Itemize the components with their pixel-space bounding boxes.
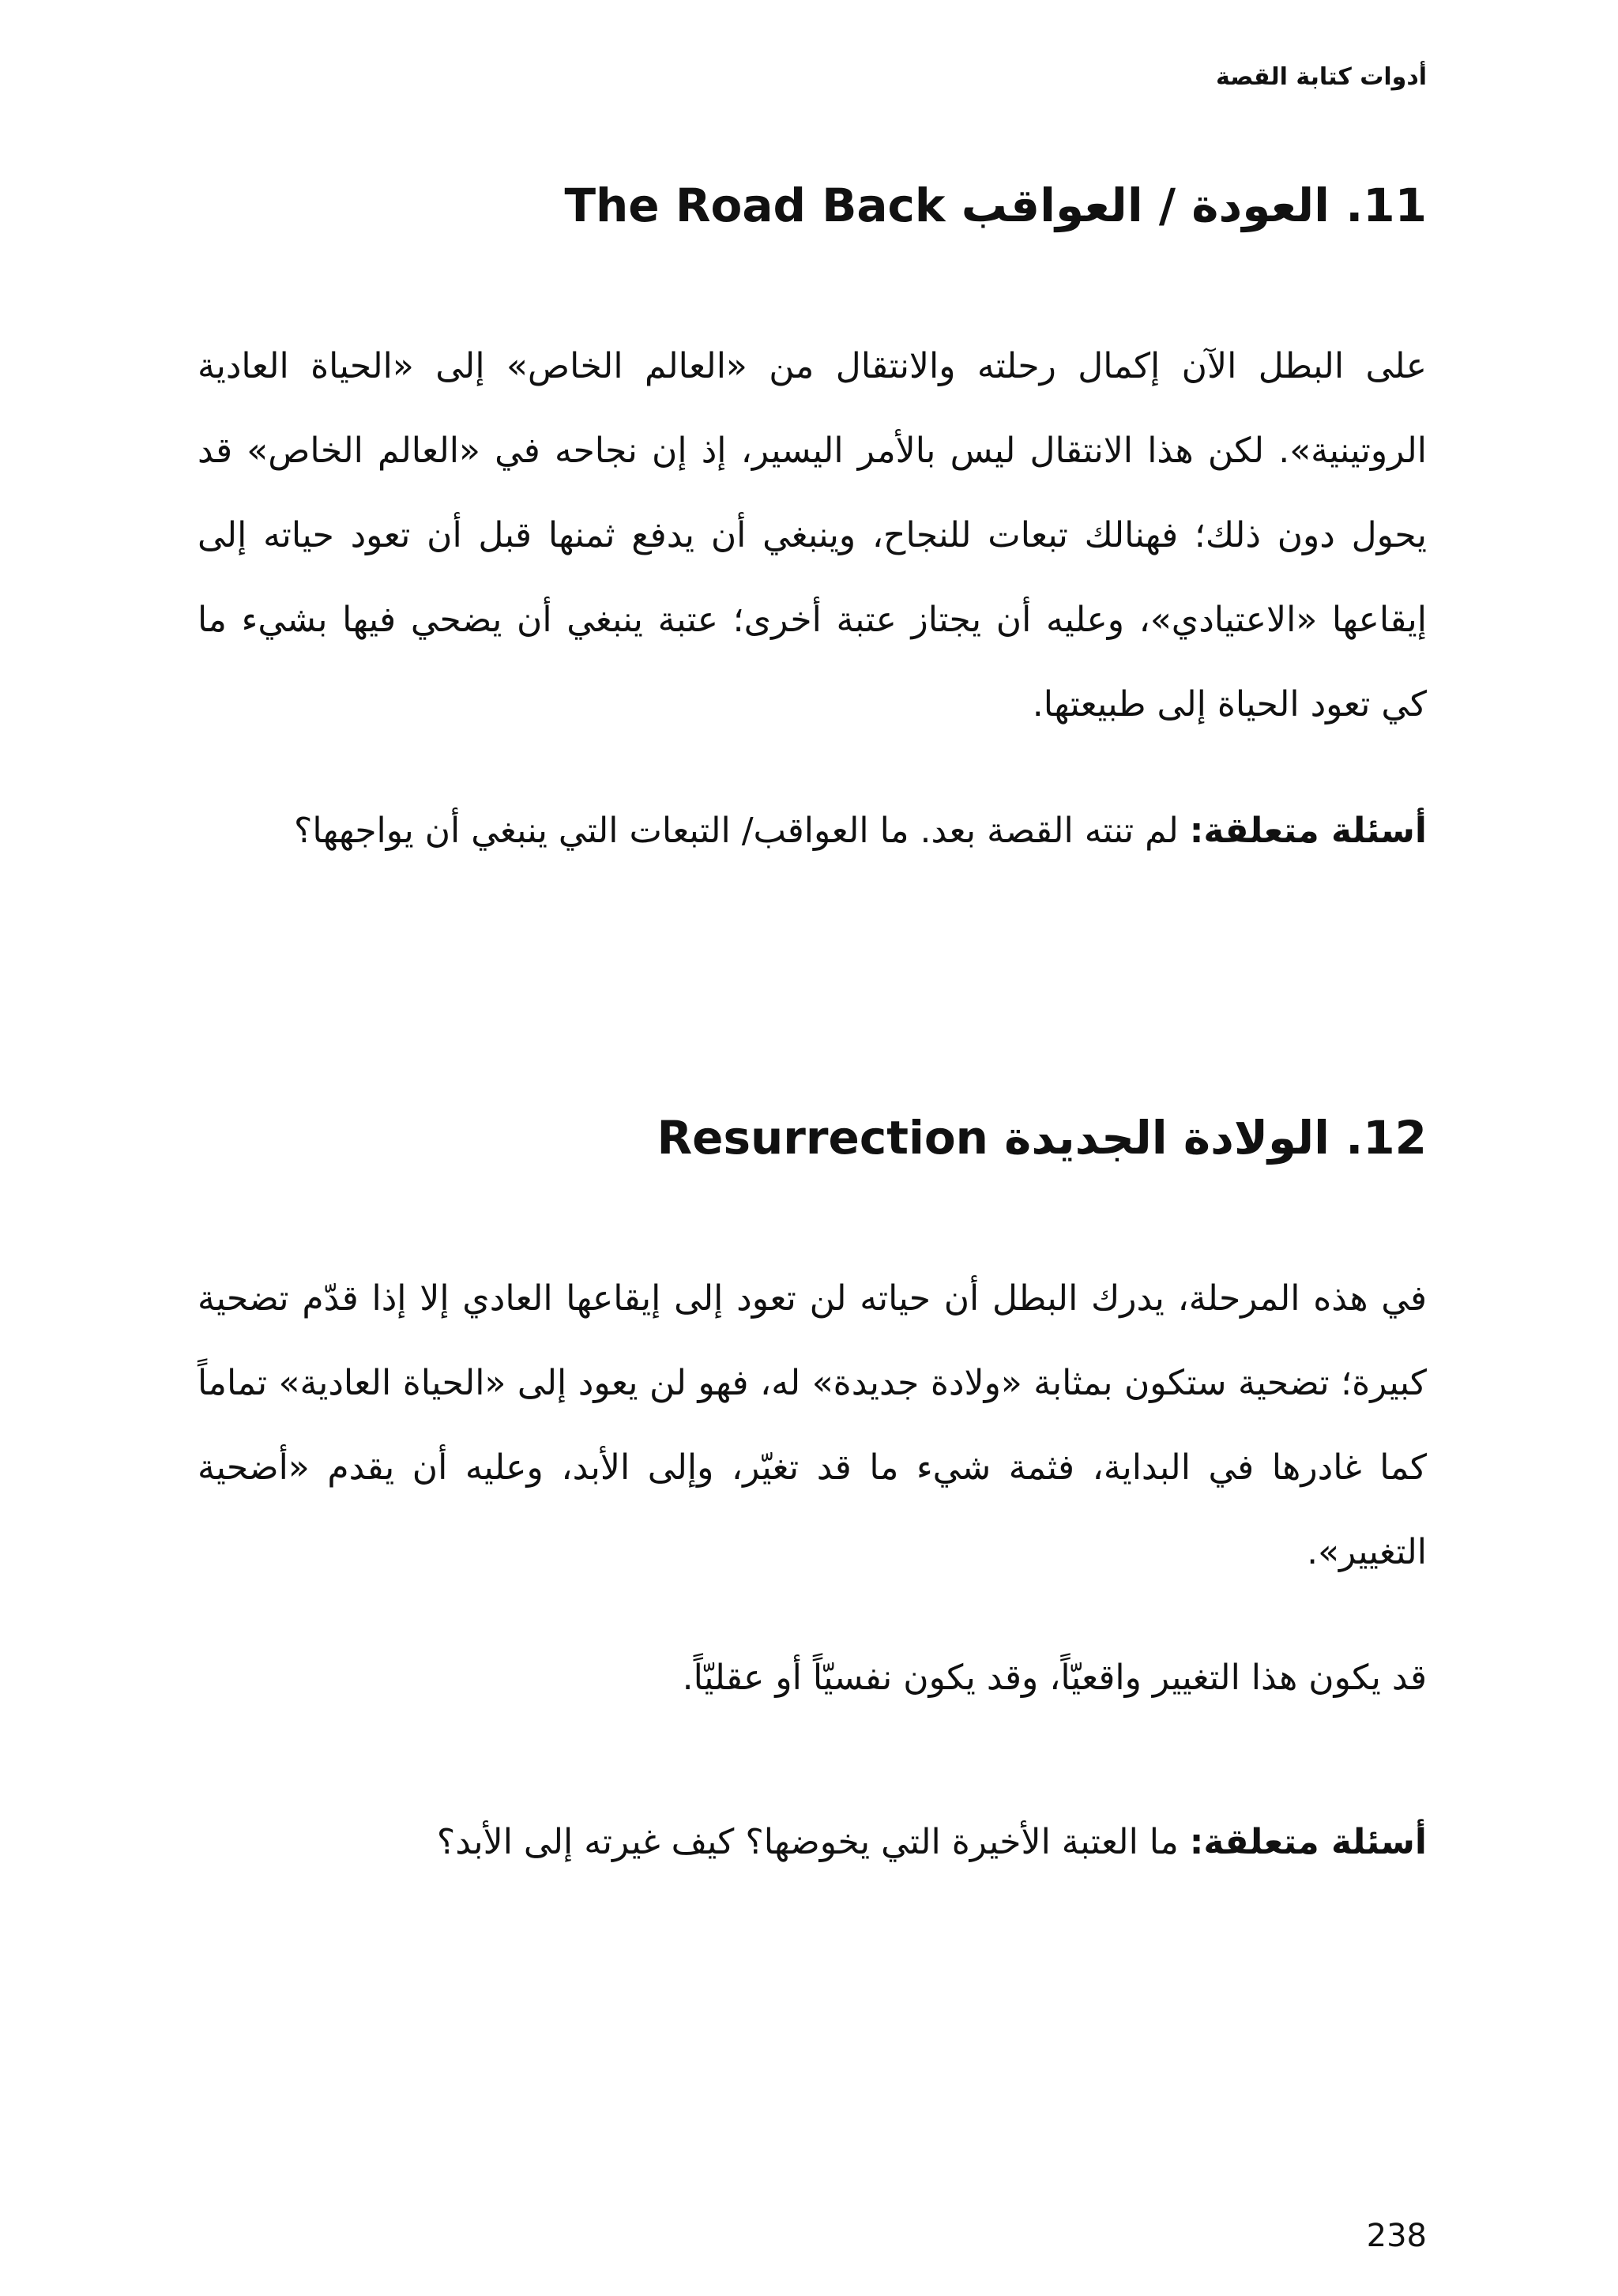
section-12-body-2-block [198, 1635, 1427, 1720]
section-11 [198, 174, 1427, 237]
questions-text: لم تنته القصة بعد. ما العواقب/ التبعات التي ينبغي أن يواجهها؟ [294, 811, 1190, 851]
questions-label: أسئلة متعلقة: [1189, 1822, 1427, 1862]
running-header: أدوات كتابة القصة [1216, 63, 1427, 91]
section-12-body-2: قد يكون هذا التغيير واقعيّاً، وقد يكون نفسيّاً أو عقليّاً. [682, 1658, 1427, 1698]
questions-text: ما العتبة الأخيرة التي يخوضها؟ كيف غيرته إلى الأبد؟ [436, 1822, 1190, 1862]
page-number: 238 [1366, 2218, 1427, 2254]
section-12-body-block [198, 1256, 1427, 1594]
section-12 [198, 1106, 1427, 1169]
section-12-body: في هذه المرحلة، يدرك البطل أن حياته لن تعود إلى إيقاعها العادي إلا إذا قدّم تضحية كبيرة؛ تضحية ستكون بمثابة «ولادة جديدة» له، فهو لن يعود إلى «الحياة العادية» تماماً كما غادرها في البداية، فثمة شيء ما قد تغيّر، وإلى الأبد، وعليه أن يقدم «أضحية التغيير». [198, 1278, 1427, 1572]
section-12-questions [198, 1800, 1427, 1884]
section-12-heading: 12. الولادة الجديدة Resurrection [657, 1111, 1427, 1165]
section-12-questions-block [198, 1800, 1427, 1884]
section-11-questions-block [198, 789, 1427, 873]
section-11-heading: 11. العودة / العواقب The Road Back [564, 179, 1427, 232]
section-11-body-block [198, 324, 1427, 747]
section-11-questions [198, 789, 1427, 873]
questions-label: أسئلة متعلقة: [1189, 811, 1427, 851]
section-11-body: على البطل الآن إكمال رحلته والانتقال من «العالم الخاص» إلى «الحياة العادية الروتينية». لكن هذا الانتقال ليس بالأمر اليسير، إذ إن نجاحه في «العالم الخاص» قد يحول دون ذلك؛ فهنالك تبعات للنجاح، وينبغي أن يدفع ثمنها قبل أن تعود حياته إلى إيقاعها «الاعتيادي»، وعليه أن يجتاز عتبة أخرى؛ عتبة ينبغي أن يضحي فيها بشيء ما كي تعود الحياة إلى طبيعتها. [198, 346, 1427, 725]
